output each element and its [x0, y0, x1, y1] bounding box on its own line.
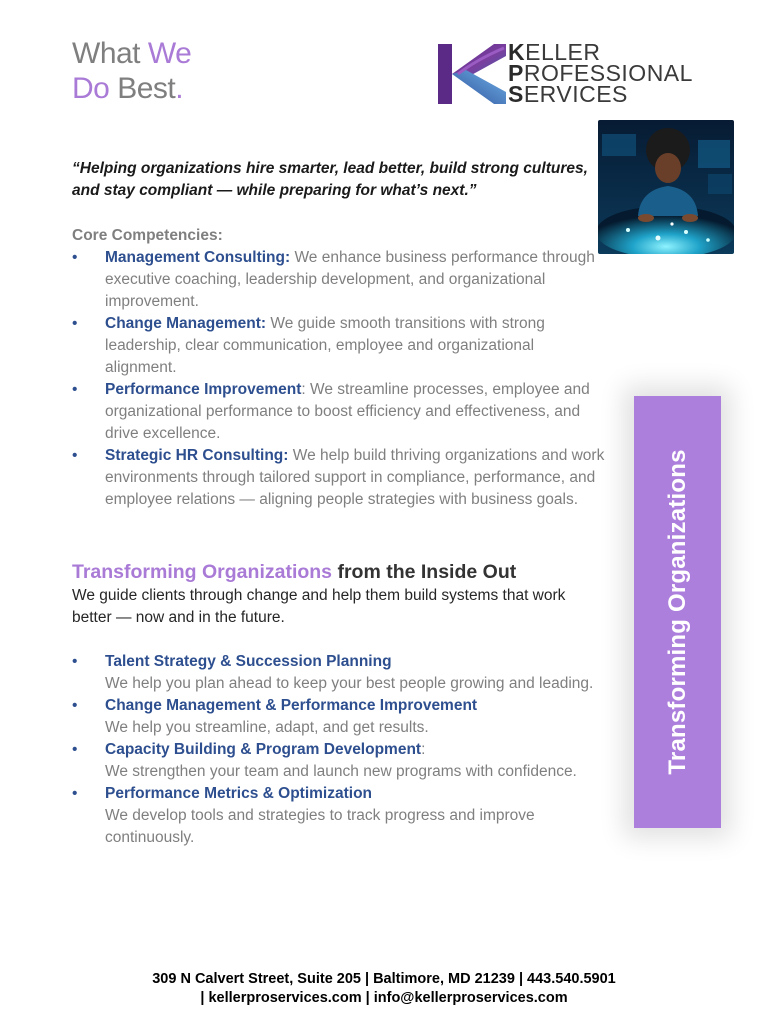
title-do: Do [72, 72, 110, 105]
list-item [72, 695, 607, 739]
core-competencies-heading: Core Competencies: [72, 227, 223, 244]
side-banner-text: Transforming Organizations [663, 449, 691, 775]
services-block [72, 651, 607, 849]
list-text: We help you plan ahead to keep your best people growing and leading. [105, 675, 594, 692]
bullet-icon: • [72, 653, 78, 670]
list-term: Performance Metrics & Optimization [105, 785, 373, 802]
list-term-suffix: : [421, 741, 426, 758]
footer-web-email: | kellerproservices.com | info@kellerproservices.com [200, 990, 568, 1006]
bullet-icon: • [72, 381, 78, 398]
list-text: We enhance business performance through executive coaching, leadership development, and organizational improvement. [105, 249, 595, 310]
list-text: We guide smooth transitions with strong leadership, clear communication, employee and organizational alignment. [105, 315, 545, 376]
logo-wordmark: KELLER PROFESSIONAL SERVICES [508, 39, 693, 107]
core-competencies [72, 225, 607, 511]
list-item [72, 739, 607, 783]
list-term: Management Consulting: [105, 249, 291, 266]
bullet-icon: • [72, 697, 78, 714]
mission-quote: “Helping organizations hire smarter, lead better, build strong cultures, and stay compliant — while preparing for what’s next.” [72, 160, 588, 199]
bullet-icon: • [72, 447, 78, 464]
list-term: Talent Strategy & Succession Planning [105, 653, 392, 670]
competency-list [72, 247, 607, 511]
list-item [72, 313, 607, 379]
list-text: We help build thriving organizations and work environments through tailored support in compliance, performance, and employee relations — aligning people strategies with business goals. [105, 447, 605, 508]
section-title [72, 559, 516, 585]
bullet-icon: • [72, 315, 78, 332]
list-text: We strengthen your team and launch new programs with confidence. [105, 763, 577, 780]
title-what: What [72, 37, 148, 70]
bullet-icon: • [72, 785, 78, 802]
title-best: Best [109, 72, 176, 105]
title-we: We [147, 37, 192, 70]
section-title-rest: from the Inside Out [332, 561, 517, 583]
list-term: Capacity Building & Program Development [105, 741, 422, 758]
company-logo [436, 40, 736, 108]
contact-footer [0, 970, 768, 1008]
list-text: We develop tools and strategies to track progress and improve continuously. [105, 807, 535, 846]
list-item [72, 783, 607, 849]
services-list [72, 651, 607, 849]
bullet-icon: • [72, 741, 78, 758]
hero-photo [598, 120, 734, 254]
person-at-glowing-desk-icon [598, 120, 734, 254]
title-period: . [175, 72, 184, 105]
list-term: Change Management & Performance Improvement [105, 697, 478, 714]
list-item [72, 247, 607, 313]
list-term: Performance Improvement [105, 381, 302, 398]
bullet-icon: • [72, 249, 78, 266]
list-text: : We streamline processes, employee and organizational performance to boost efficiency and effectiveness, and drive excellence. [105, 381, 590, 442]
section-title-accent: Transforming Organizations [72, 561, 333, 583]
footer-address: 309 N Calvert Street, Suite 205 | Baltimore, MD 21239 | 443.540.5901 [152, 971, 616, 987]
side-banner [634, 396, 721, 828]
list-item [72, 651, 607, 695]
section-intro: We guide clients through change and help them build systems that work better — now and in the future. [72, 587, 566, 626]
logo-mark-icon [436, 40, 506, 106]
page-title [72, 36, 191, 106]
list-item [72, 445, 607, 511]
list-term: Strategic HR Consulting: [105, 447, 289, 464]
list-term: Change Management: [105, 315, 267, 332]
list-text: We help you streamline, adapt, and get results. [105, 719, 429, 736]
list-item [72, 379, 607, 445]
